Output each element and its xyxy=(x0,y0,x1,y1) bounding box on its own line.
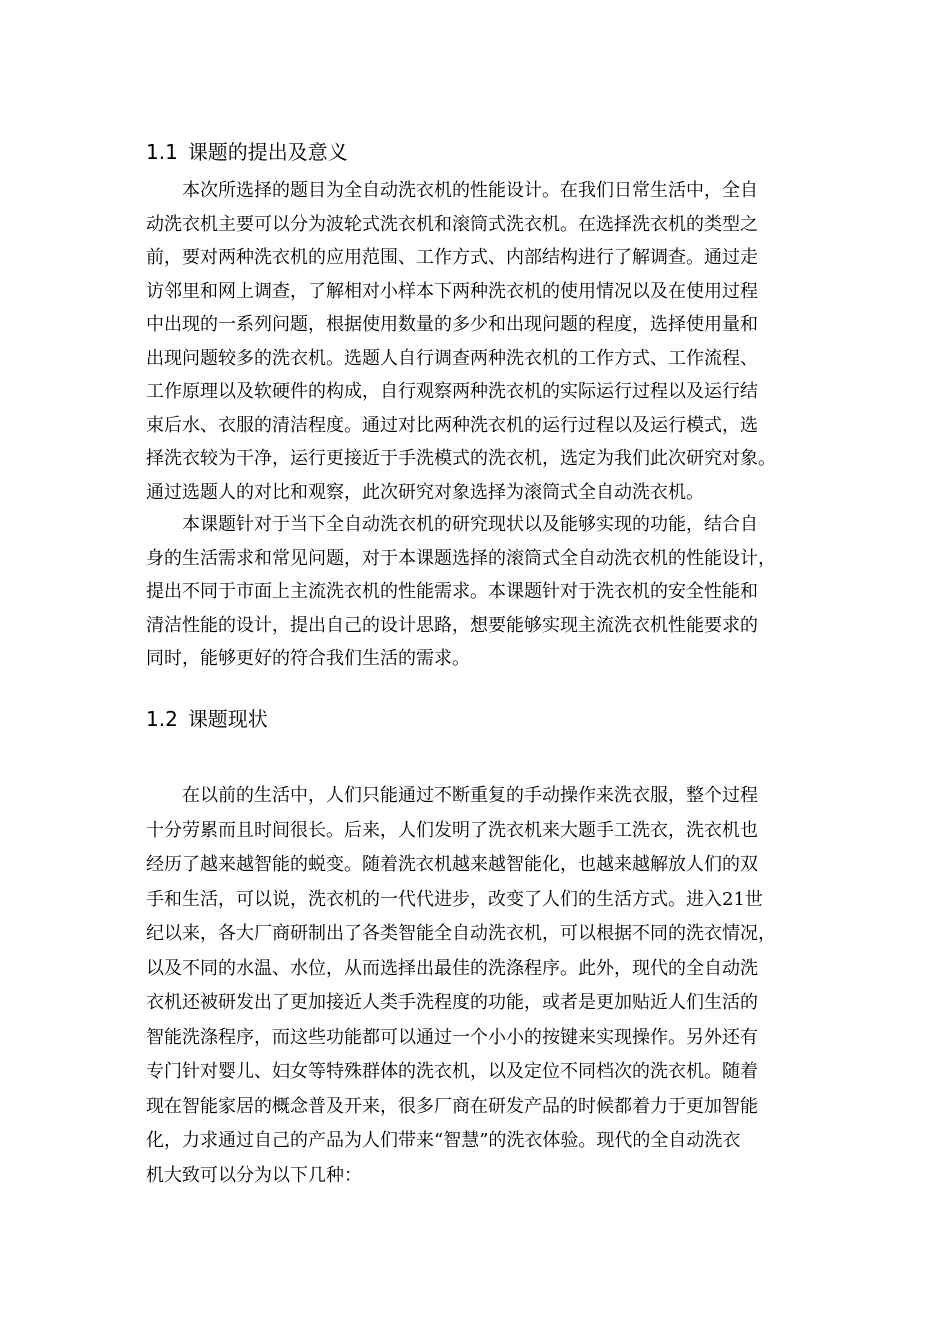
text-line: 择洗衣较为干净，运行更接近于手洗模式的洗衣机，选定为我们此次研究对象。 xyxy=(146,448,776,469)
text-line: 本课题针对于当下全自动洗衣机的研究现状以及能够实现的功能，结合自 xyxy=(146,514,758,535)
text-line: 身的生活需求和常见问题，对于本课题选择的滚筒式全自动洗衣机的性能设计， xyxy=(146,547,776,569)
paragraph-topic-meaning xyxy=(146,174,826,509)
text-line: 手和生活，可以说，洗衣机的一代代进步，改变了人们的生活方式。进入21世 xyxy=(146,888,763,910)
text-line: 束后水、衣服的清洁程度。通过对比两种洗衣机的运行过程以及运行模式，选 xyxy=(146,414,758,436)
text-line: 十分劳累而且时间很长。后来，人们发明了洗衣机来大题手工洗衣，洗衣机也 xyxy=(146,819,758,841)
text-line: 清洁性能的设计，提出自己的设计思路，想要能够实现主流洗衣机性能要求的 xyxy=(146,614,758,636)
text-line: 机大致可以分为以下几种： xyxy=(146,1164,362,1186)
section-title: 课题现状 xyxy=(187,707,268,731)
text-line: 现在智能家居的概念普及开来，很多厂商在研发产品的时候都着力于更加智能 xyxy=(146,1095,758,1117)
text-line: 经历了越来越智能的蜕变。随着洗衣机越来越智能化，也越来越解放人们的双 xyxy=(146,854,758,875)
text-line: 本次所选择的题目为全自动洗衣机的性能设计。在我们日常生活中，全自 xyxy=(146,180,758,201)
text-line: 以及不同的水温、水位，从而选择出最佳的洗涤程序。此外，现代的全自动洗 xyxy=(146,957,758,979)
text-line: 出现问题较多的洗衣机。选题人自行调查两种洗衣机的工作方式、工作流程、 xyxy=(146,347,758,369)
text-line: 前，要对两种洗衣机的应用范围、工作方式、内部结构进行了解调查。通过走 xyxy=(146,247,758,268)
text-line: 化，力求通过自己的产品为人们带来“智慧”的洗衣体验。现代的全自动洗衣 xyxy=(146,1130,741,1151)
paragraph-topic-status xyxy=(146,779,826,1193)
text-line: 同时，能够更好的符合我们生活的需求。 xyxy=(146,648,470,669)
text-line: 专门针对婴儿、妇女等特殊群体的洗衣机，以及定位不同档次的洗衣机。随着 xyxy=(146,1061,758,1082)
text-line: 智能洗涤程序，而这些功能都可以通过一个小小的按键来实现操作。另外还有 xyxy=(146,1026,758,1048)
text-line: 工作原理以及软硬件的构成，自行观察两种洗衣机的实际运行过程以及运行结 xyxy=(146,381,758,402)
text-line: 在以前的生活中，人们只能通过不断重复的手动操作来洗衣服，整个过程 xyxy=(146,785,758,806)
section-heading-1-2 xyxy=(146,705,268,733)
text-line: 提出不同于市面上主流洗衣机的性能需求。本课题针对于洗衣机的安全性能和 xyxy=(146,581,758,602)
section-number: 1.2 xyxy=(146,707,178,731)
section-heading-1-1 xyxy=(146,138,348,166)
paragraph-topic-goal xyxy=(146,508,826,676)
text-line: 衣机还被研发出了更加接近人类手洗程度的功能，或者是更加贴近人们生活的 xyxy=(146,992,758,1013)
text-line: 中出现的一系列问题，根据使用数量的多少和出现问题的程度，选择使用量和 xyxy=(146,314,758,335)
text-line: 纪以来，各大厂商研制出了各类智能全自动洗衣机，可以根据不同的洗衣情况， xyxy=(146,923,776,944)
text-line: 访邻里和网上调查，了解相对小样本下两种洗衣机的使用情况以及在使用过程 xyxy=(146,280,758,302)
section-title: 课题的提出及意义 xyxy=(187,140,348,164)
text-line: 动洗衣机主要可以分为波轮式洗衣机和滚筒式洗衣机。在选择洗衣机的类型之 xyxy=(146,213,758,235)
section-number: 1.1 xyxy=(146,140,178,164)
text-line: 通过选题人的对比和观察，此次研究对象选择为滚筒式全自动洗衣机。 xyxy=(146,481,704,503)
